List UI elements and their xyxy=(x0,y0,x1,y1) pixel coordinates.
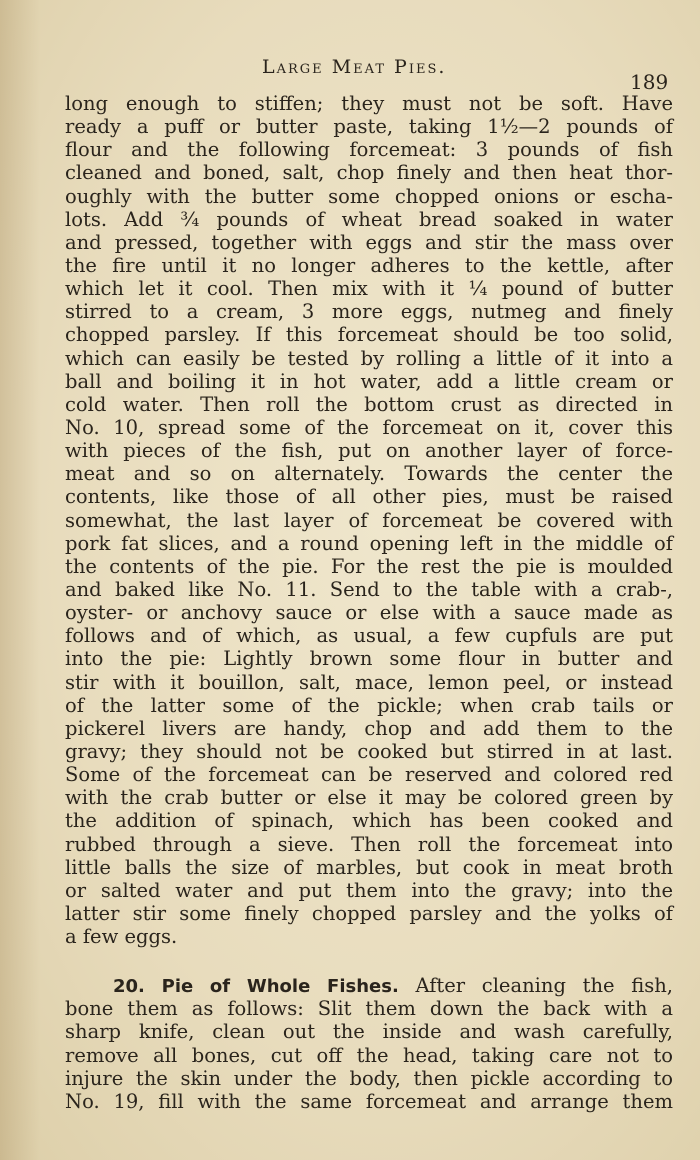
section-19-continued xyxy=(65,92,673,948)
section-20-lines xyxy=(65,997,673,1113)
text-line: the contents of the pie. For the rest the pie is moulded xyxy=(65,554,673,578)
text-line: sharp knife, clean out the inside and wash carefully, xyxy=(65,1020,673,1044)
text-line: rubbed through a sieve. Then roll the forcemeat into xyxy=(65,832,673,856)
text-line: remove all bones, cut off the head, taking care not to xyxy=(65,1043,673,1067)
text-line: the fire until it no longer adheres to the kettle, after xyxy=(65,253,673,277)
text-line: cleaned and boned, salt, chop finely and then heat thor- xyxy=(65,161,673,185)
text-line: which let it cool. Then mix with it ¼ pound of butter xyxy=(65,277,673,301)
text-line: and pressed, together with eggs and stir the mass over xyxy=(65,230,673,254)
text-line: Some of the forcemeat can be reserved and colored red xyxy=(65,763,673,787)
text-line: No. 10, spread some of the forcemeat on it, cover this xyxy=(65,415,673,439)
text-line: pork fat slices, and a round opening left in the middle of xyxy=(65,531,673,555)
text-line: flour and the following forcemeat: 3 pounds of fish xyxy=(65,138,673,162)
text-line: which can easily be tested by rolling a little of it into a xyxy=(65,346,673,370)
text-line: a few eggs. xyxy=(65,925,178,949)
page-header xyxy=(0,56,700,94)
spine-shadow xyxy=(0,0,40,1160)
text-line: pickerel livers are handy, chop and add them to the xyxy=(65,716,673,740)
text-line: No. 19, fill with the same forcemeat and arrange them xyxy=(65,1089,673,1113)
text-line: and baked like No. 11. Send to the table with a crab-, xyxy=(65,577,673,601)
text-line: of the latter some of the pickle; when crab tails or xyxy=(65,693,673,717)
body-text xyxy=(65,92,673,1113)
text-line: little balls the size of marbles, but cook in meat broth xyxy=(65,855,673,879)
text-line: with the crab butter or else it may be colored green by xyxy=(65,786,673,810)
text-line: chopped parsley. If this forcemeat should be too solid, xyxy=(65,323,673,347)
text-line: follows and of which, as usual, a few cupfuls are put xyxy=(65,624,673,648)
text-line: with pieces of the fish, put on another layer of force- xyxy=(65,439,673,463)
page-number: 189 xyxy=(630,70,669,94)
text-line: or salted water and put them into the gravy; into the xyxy=(65,878,673,902)
text-line: latter stir some finely chopped parsley and the yolks of xyxy=(65,901,673,925)
text-line: injure the skin under the body, then pickle according to xyxy=(65,1066,673,1090)
text-line: cold water. Then roll the bottom crust as directed in xyxy=(65,392,673,416)
section-20-heading: 20. Pie of Whole Fishes. xyxy=(113,976,399,998)
text-line: lots. Add ¾ pounds of wheat bread soaked in water xyxy=(65,207,673,231)
text-line: stirred to a cream, 3 more eggs, nutmeg and finely xyxy=(65,300,673,324)
text-line: stir with it bouillon, salt, mace, lemon peel, or instead xyxy=(65,670,673,694)
text-line: gravy; they should not be cooked but stirred in at last. xyxy=(65,739,673,763)
text-line: oughly with the butter some chopped onions or escha- xyxy=(65,184,673,208)
text-line: oyster- or anchovy sauce or else with a sauce made as xyxy=(65,601,673,625)
section-20 xyxy=(65,974,673,1113)
section-20-first-line xyxy=(65,974,673,997)
running-head: Large Meat Pies. xyxy=(262,56,447,78)
text-line: meat and so on alternately. Towards the center the xyxy=(65,462,673,486)
text-line: the addition of spinach, which has been cooked and xyxy=(65,809,673,833)
text-line: ball and boiling it in hot water, add a little cream or xyxy=(65,369,673,393)
text-line: into the pie: Lightly brown some flour in butter and xyxy=(65,647,673,671)
text-line: long enough to stiffen; they must not be soft. Have xyxy=(65,92,673,115)
section-20-first-line-text: After cleaning the fish, xyxy=(415,974,673,998)
text-line: ready a puff or butter paste, taking 1½—2 pounds of xyxy=(65,115,673,139)
text-line: contents, like those of all other pies, must be raised xyxy=(65,485,673,509)
text-line: somewhat, the last layer of forcemeat be covered with xyxy=(65,508,673,532)
section-gap xyxy=(65,948,673,974)
text-line: bone them as follows: Slit them down the back with a xyxy=(65,997,673,1021)
